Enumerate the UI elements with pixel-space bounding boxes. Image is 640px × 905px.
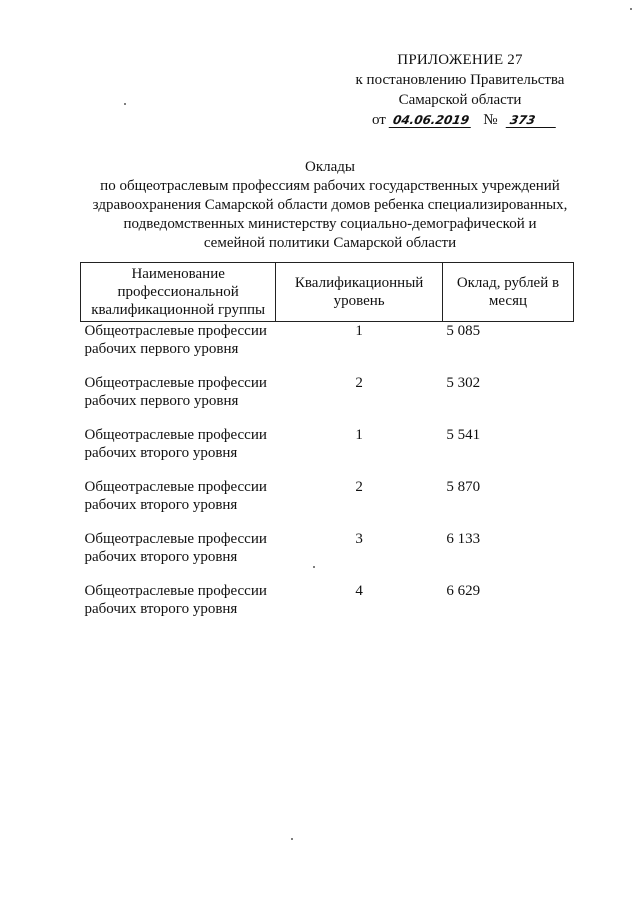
group-name-line-2: рабочих второго уровня xyxy=(84,497,238,513)
scan-speck xyxy=(124,103,126,105)
row-level: 2 xyxy=(355,479,363,495)
group-name-line-1: Общеотраслевые профессии xyxy=(84,427,267,443)
number-sign: № xyxy=(483,112,498,128)
appendix-resolution-line: к постановлению Правительства xyxy=(355,72,565,88)
scan-speck xyxy=(291,838,293,840)
appendix-date-line xyxy=(330,110,590,130)
handwritten-number: 373 xyxy=(506,113,559,128)
row-salary: 5 302 xyxy=(446,375,481,391)
group-name-line-2: рабочих второго уровня xyxy=(84,601,238,617)
group-name-line-1: Общеотраслевые профессии xyxy=(84,375,267,391)
scan-speck xyxy=(313,566,315,568)
row-level: 2 xyxy=(355,375,363,391)
document-title xyxy=(40,158,620,253)
row-group-name xyxy=(81,374,276,426)
row-group-name xyxy=(81,530,276,582)
handwritten-date: 04.06.2019 xyxy=(388,113,473,128)
salary-table xyxy=(80,262,574,634)
table-row xyxy=(81,478,574,530)
table-row xyxy=(81,530,574,582)
table-row xyxy=(81,322,574,375)
row-level: 3 xyxy=(355,531,363,547)
group-name-line-1: Общеотраслевые профессии xyxy=(84,479,267,495)
group-name-line-2: рабочих первого уровня xyxy=(84,393,239,409)
row-salary: 5 870 xyxy=(446,479,481,495)
table-row xyxy=(81,426,574,478)
row-group-name xyxy=(81,426,276,478)
appendix-region-line: Самарской области xyxy=(398,92,522,108)
row-salary: 6 133 xyxy=(446,531,481,547)
appendix-header xyxy=(330,50,590,130)
row-salary: 6 629 xyxy=(446,583,481,599)
date-prefix: от xyxy=(372,112,386,128)
scan-speck xyxy=(630,8,632,10)
title-line-1: Оклады xyxy=(305,159,355,175)
header-qualification-level: Квалификационный уровень xyxy=(276,263,443,322)
row-group-name xyxy=(81,322,276,375)
group-name-line-2: рабочих первого уровня xyxy=(84,341,239,357)
group-name-line-1: Общеотраслевые профессии xyxy=(84,323,267,339)
row-level: 1 xyxy=(355,427,363,443)
row-salary: 5 085 xyxy=(446,323,481,339)
title-line-2: по общеотраслевым профессиям рабочих государственных учреждений xyxy=(100,178,560,194)
table-row xyxy=(81,374,574,426)
appendix-title: ПРИЛОЖЕНИЕ 27 xyxy=(397,52,523,68)
title-line-5: семейной политики Самарской области xyxy=(203,235,457,251)
group-name-line-1: Общеотраслевые профессии xyxy=(84,531,267,547)
header-salary: Оклад, рублей в месяц xyxy=(442,263,573,322)
group-name-line-2: рабочих второго уровня xyxy=(84,445,238,461)
row-level: 4 xyxy=(355,583,363,599)
group-name-line-1: Общеотраслевые профессии xyxy=(84,583,267,599)
row-salary: 5 541 xyxy=(446,427,481,443)
table-row xyxy=(81,582,574,634)
title-line-3: здравоохранения Самарской области домов ребенка специализированных, xyxy=(92,197,568,213)
header-group-name: Наименование профессиональной квалификационной группы xyxy=(81,263,276,322)
row-level: 1 xyxy=(355,323,363,339)
row-group-name xyxy=(81,478,276,530)
row-group-name xyxy=(81,582,276,634)
title-line-4: подведомственных министерству социально-демографической и xyxy=(123,216,537,232)
group-name-line-2: рабочих второго уровня xyxy=(84,549,238,565)
table-header-row xyxy=(81,263,574,322)
